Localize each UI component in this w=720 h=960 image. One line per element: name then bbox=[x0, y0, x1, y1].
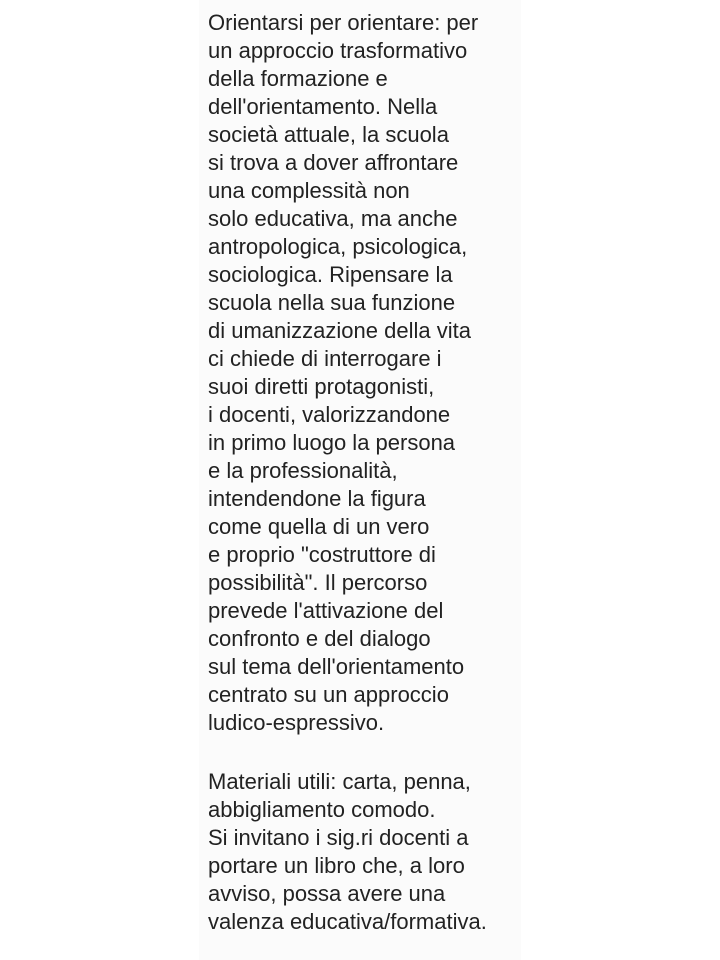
paragraph-line: antropologica, psicologica, bbox=[208, 234, 468, 259]
paragraph-line: abbigliamento comodo. bbox=[208, 797, 436, 822]
main-paragraph bbox=[208, 9, 478, 737]
paragraph-line: avviso, possa avere una bbox=[208, 881, 446, 906]
paragraph-line: dell'orientamento. Nella bbox=[208, 94, 438, 119]
paragraph-line: ci chiede di interrogare i bbox=[208, 346, 442, 371]
paragraph-line: e la professionalità, bbox=[208, 458, 398, 483]
paragraph-line: e proprio "costruttore di bbox=[208, 542, 436, 567]
paragraph-line: scuola nella sua funzione bbox=[208, 290, 456, 315]
paragraph-line: sul tema dell'orientamento bbox=[208, 654, 465, 679]
paragraph-line: Orientarsi per orientare: per bbox=[208, 10, 479, 35]
paragraph-line: suoi diretti protagonisti, bbox=[208, 374, 435, 399]
paragraph-line: i docenti, valorizzandone bbox=[208, 402, 451, 427]
paragraph-line: della formazione e bbox=[208, 66, 388, 91]
paragraph-line: solo educativa, ma anche bbox=[208, 206, 458, 231]
paragraph-line: sociologica. Ripensare la bbox=[208, 262, 453, 287]
materials-paragraph bbox=[208, 768, 487, 936]
paragraph-line: di umanizzazione della vita bbox=[208, 318, 471, 343]
paragraph-line: Materiali utili: carta, penna, bbox=[208, 769, 471, 794]
paragraph-line: società attuale, la scuola bbox=[208, 122, 449, 147]
paragraph-line: in primo luogo la persona bbox=[208, 430, 456, 455]
paragraph-line: portare un libro che, a loro bbox=[208, 853, 465, 878]
paragraph-line: possibilità". Il percorso bbox=[208, 570, 428, 595]
paragraph-line: valenza educativa/formativa. bbox=[208, 909, 487, 934]
paragraph-line: centrato su un approccio bbox=[208, 682, 449, 707]
paragraph-line: si trova a dover affrontare bbox=[208, 150, 459, 175]
paragraph-line: Si invitano i sig.ri docenti a bbox=[208, 825, 469, 850]
paragraph-line: un approccio trasformativo bbox=[208, 38, 468, 63]
paragraph-line: come quella di un vero bbox=[208, 514, 430, 539]
paragraph-line: intendendone la figura bbox=[208, 486, 426, 511]
paragraph-line: prevede l'attivazione del bbox=[208, 598, 444, 623]
paragraph-line: una complessità non bbox=[208, 178, 410, 203]
paragraph-line: confronto e del dialogo bbox=[208, 626, 431, 651]
paragraph-line: ludico-espressivo. bbox=[208, 710, 385, 735]
